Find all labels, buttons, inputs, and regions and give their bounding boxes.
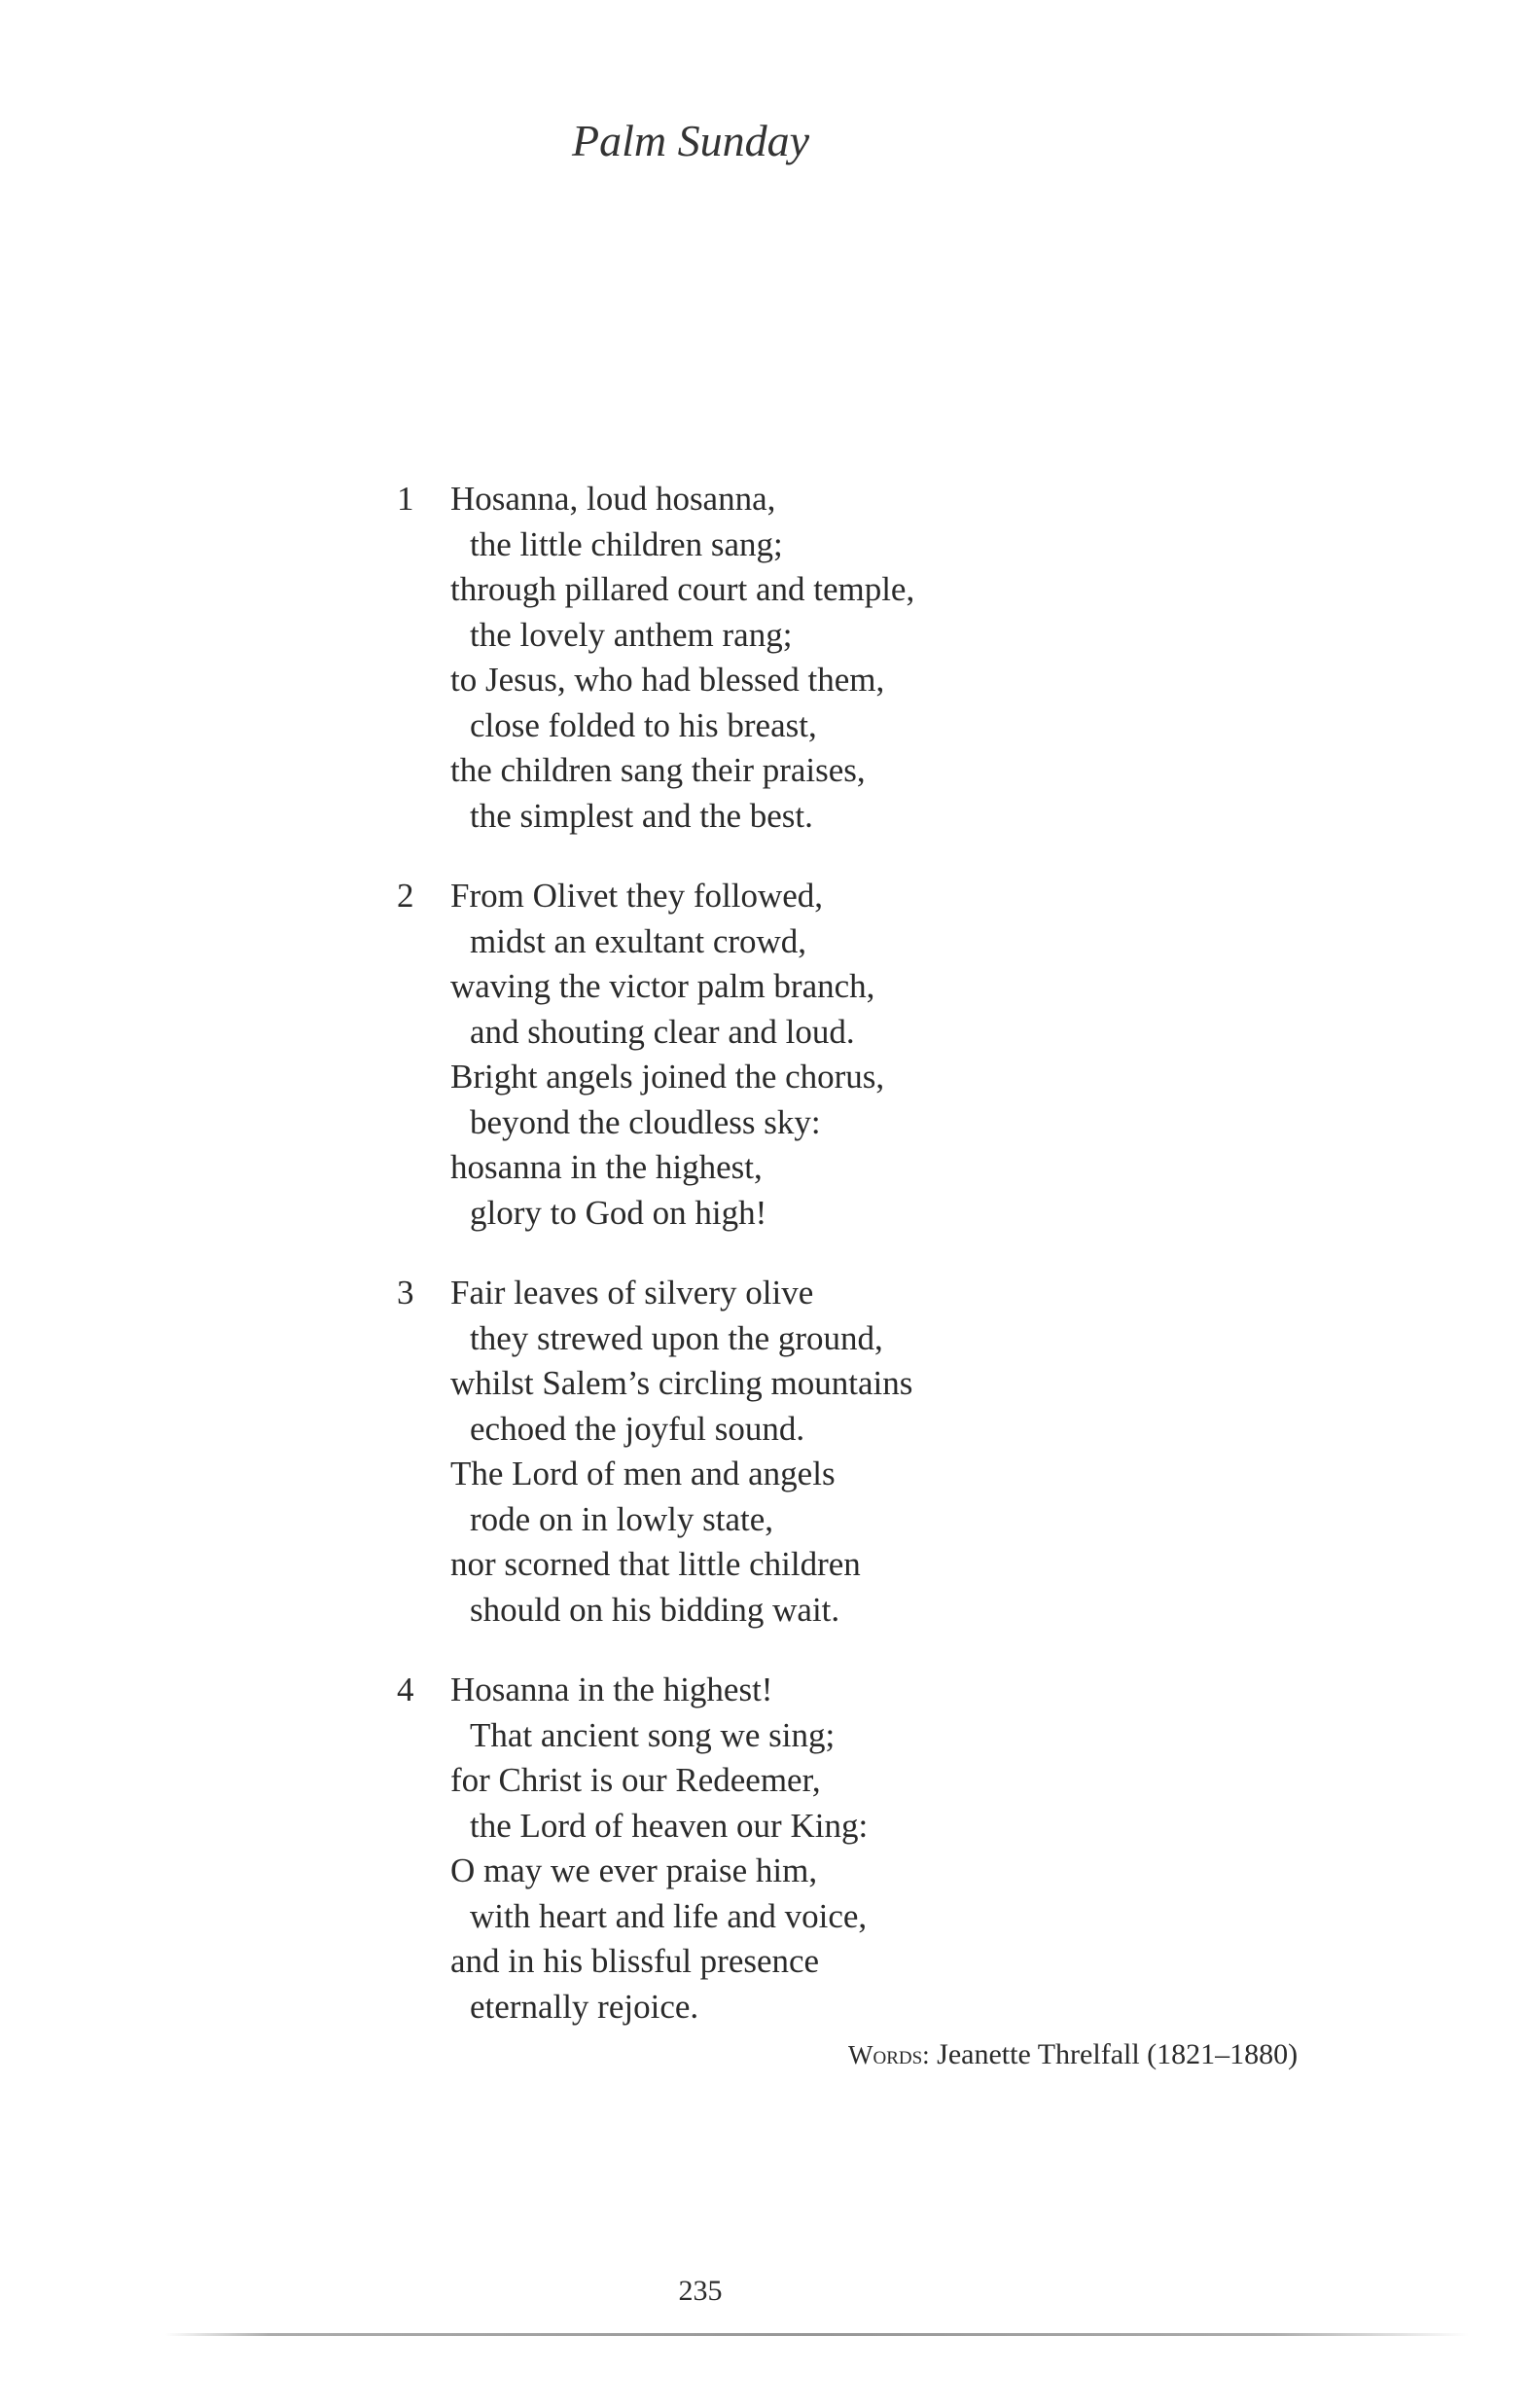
verse-line: Fair leaves of silvery olive xyxy=(450,1274,814,1312)
verse-line: close folded to his breast, xyxy=(470,705,817,744)
verse-line: the little children sang; xyxy=(470,524,783,563)
verse-line: to Jesus, who had blessed them, xyxy=(450,661,885,699)
verse-number: 3 xyxy=(397,1274,414,1312)
verse-line: the Lord of heaven our King: xyxy=(470,1806,869,1845)
verse-line: and in his blissful presence xyxy=(450,1942,820,1980)
verse-line: The Lord of men and angels xyxy=(450,1455,836,1492)
verse-line: the lovely anthem rang; xyxy=(470,615,793,654)
verse-line: for Christ is our Redeemer, xyxy=(450,1761,821,1799)
verse-line: waving the victor palm branch, xyxy=(450,967,875,1005)
verse-line: From Olivet they followed, xyxy=(450,877,824,915)
page-number: 235 xyxy=(678,2275,723,2307)
verse-line: O may we ever praise him, xyxy=(450,1851,818,1889)
attribution-label: Words: xyxy=(848,2040,930,2069)
verse-number: 2 xyxy=(397,877,414,915)
hymn-text xyxy=(397,477,1019,2065)
verse-1 xyxy=(397,477,1019,839)
verse-line: nor scorned that little children xyxy=(450,1545,861,1583)
verse-line: midst an exultant crowd, xyxy=(470,921,807,960)
verse-line: and shouting clear and loud. xyxy=(470,1012,855,1051)
verse-line: Hosanna, loud hosanna, xyxy=(450,480,776,518)
verse-line: whilst Salem’s circling mountains xyxy=(450,1364,913,1402)
verse-line: rode on in lowly state, xyxy=(470,1499,774,1538)
verse-line: hosanna in the highest, xyxy=(450,1148,763,1186)
words-attribution xyxy=(848,2038,1298,2071)
verse-line: the children sang their praises, xyxy=(450,751,866,789)
page-title: Palm Sunday xyxy=(571,116,809,165)
verse-line: glory to God on high! xyxy=(470,1193,767,1232)
verse-4 xyxy=(397,1668,1019,2030)
verse-line: beyond the cloudless sky: xyxy=(470,1102,821,1141)
verse-line: Hosanna in the highest! xyxy=(450,1671,773,1708)
verse-line: the simplest and the best. xyxy=(470,796,813,835)
verse-line: they strewed upon the ground, xyxy=(470,1318,883,1357)
verse-number: 4 xyxy=(397,1671,414,1708)
verse-line: should on his bidding wait. xyxy=(470,1590,840,1629)
verse-3 xyxy=(397,1271,1019,1633)
verse-line: echoed the joyful sound. xyxy=(470,1409,805,1448)
verse-number: 1 xyxy=(397,480,414,518)
verse-line: with heart and life and voice, xyxy=(470,1896,868,1935)
verse-line: That ancient song we sing; xyxy=(470,1715,836,1754)
verse-line: through pillared court and temple, xyxy=(450,570,915,608)
verse-line: eternally rejoice. xyxy=(470,1987,699,2026)
attribution-author: Jeanette Threlfall (1821–1880) xyxy=(937,2038,1299,2070)
footer-rule xyxy=(165,2333,1469,2336)
verse-2 xyxy=(397,874,1019,1236)
verse-line: Bright angels joined the chorus, xyxy=(450,1058,885,1096)
